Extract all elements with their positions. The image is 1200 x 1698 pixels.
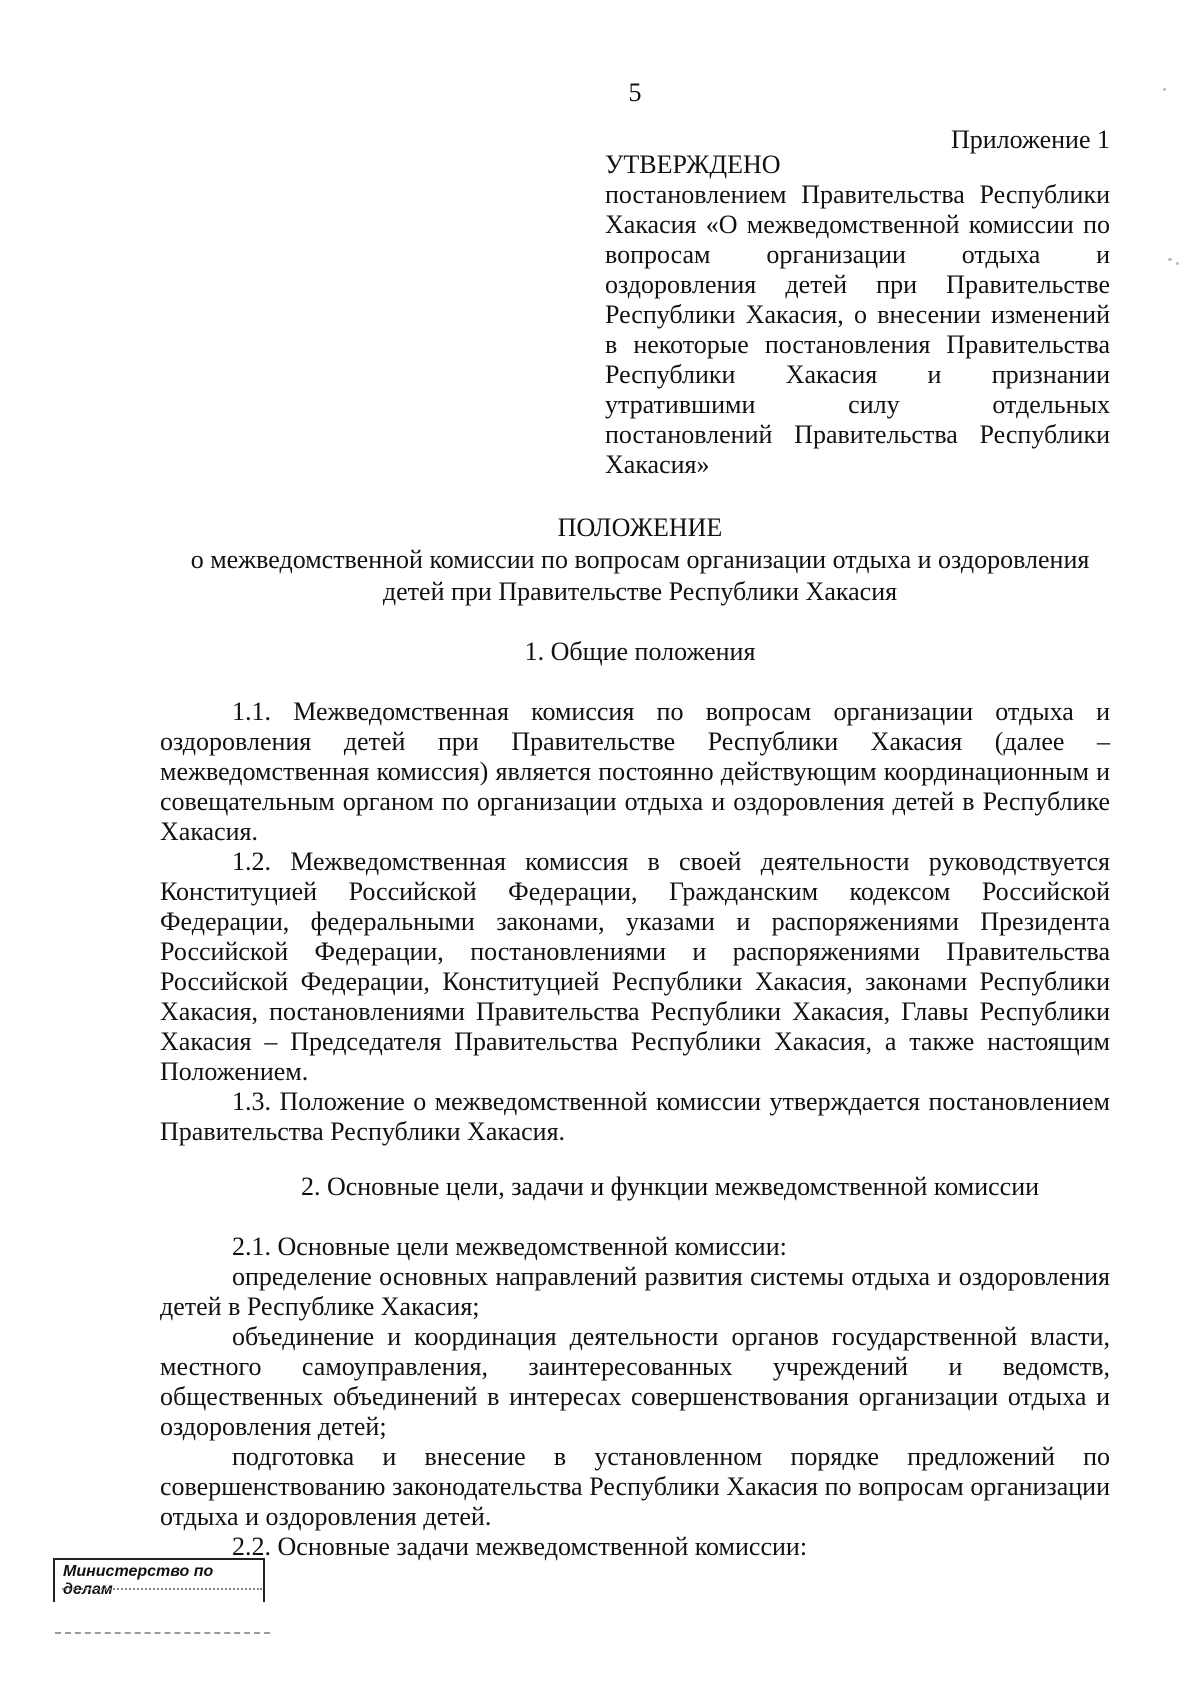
approval-text: постановлением Правительства Республики Хакасия «О межведомственной комиссии по вопросам организации отдыха и оздоровления детей при Правительстве Республики Хакасия, о внесении изменений в некоторые постановления Правительства Республики Хакасия и признании утратившими силу отдельных постановлений Правительства Республики Хакасия» [605, 180, 1110, 479]
appendix-label: Приложение 1 [950, 125, 1110, 154]
document-subtitle-line-1: о межведомственной комиссии по вопросам организации отдыха и оздоровления [190, 545, 1090, 574]
document-subtitle-line-2: детей при Правительстве Республики Хакасия [382, 577, 898, 606]
scan-speck [1163, 88, 1166, 91]
goal-item-2: объединение и координация деятельности органов государственной власти, местного самоуправления, заинтересованных учреждений и ведомств, общественных объединений в интересах совершенствования организации отдыха и оздоровления детей; [160, 1322, 1110, 1441]
approval-block [605, 150, 1110, 480]
scan-speck [1168, 258, 1172, 261]
ministry-stamp-text: Министерство по делам [63, 1563, 214, 1598]
section-2-body [160, 1232, 1110, 1562]
paragraph-2-1: 2.1. Основные цели межведомственной комиссии: [232, 1232, 787, 1261]
scan-artifact-line [55, 1632, 270, 1634]
approval-heading: УТВЕРЖДЕНО [605, 150, 781, 179]
section-1-body [160, 697, 1110, 1147]
stamp-illegible-line [62, 1588, 262, 1596]
page-number: 5 [628, 78, 642, 107]
paragraph-1-3: 1.3. Положение о межведомственной комиссии утверждается постановлением Правительства Республики Хакасия. [160, 1087, 1110, 1146]
section-2-heading: 2. Основные цели, задачи и функции межведомственной комиссии [300, 1172, 1040, 1201]
document-title: ПОЛОЖЕНИЕ [557, 513, 723, 542]
paragraph-1-1: 1.1. Межведомственная комиссия по вопросам организации отдыха и оздоровления детей при Правительстве Республики Хакасия (далее – межведомственная комиссия) является постоянно действующим координационным и совещательным органом по организации отдыха и оздоровления детей в Республике Хакасия. [160, 697, 1110, 846]
scan-speck [1176, 262, 1179, 265]
section-1-heading: 1. Общие положения [524, 637, 756, 666]
paragraph-2-2: 2.2. Основные задачи межведомственной комиссии: [232, 1532, 808, 1561]
paragraph-1-2: 1.2. Межведомственная комиссия в своей деятельности руководствуется Конституцией Российской Федерации, Гражданским кодексом Российской Федерации, федеральными законами, указами и распоряжениями Президента Российской Федерации, постановлениями и распоряжениями Правительства Российской Федерации, Конституцией Республики Хакасия, законами Республики Хакасия, постановлениями Правительства Республики Хакасия, Главы Республики Хакасия – Председателя Правительства Республики Хакасия, а также настоящим Положением. [160, 847, 1110, 1086]
goal-item-1: определение основных направлений развития системы отдыха и оздоровления детей в Республике Хакасия; [160, 1262, 1110, 1321]
goal-item-3: подготовка и внесение в установленном порядке предложений по совершенствованию законодательства Республики Хакасия по вопросам организации отдыха и оздоровления детей. [160, 1442, 1110, 1531]
document-title-block [160, 512, 1120, 608]
